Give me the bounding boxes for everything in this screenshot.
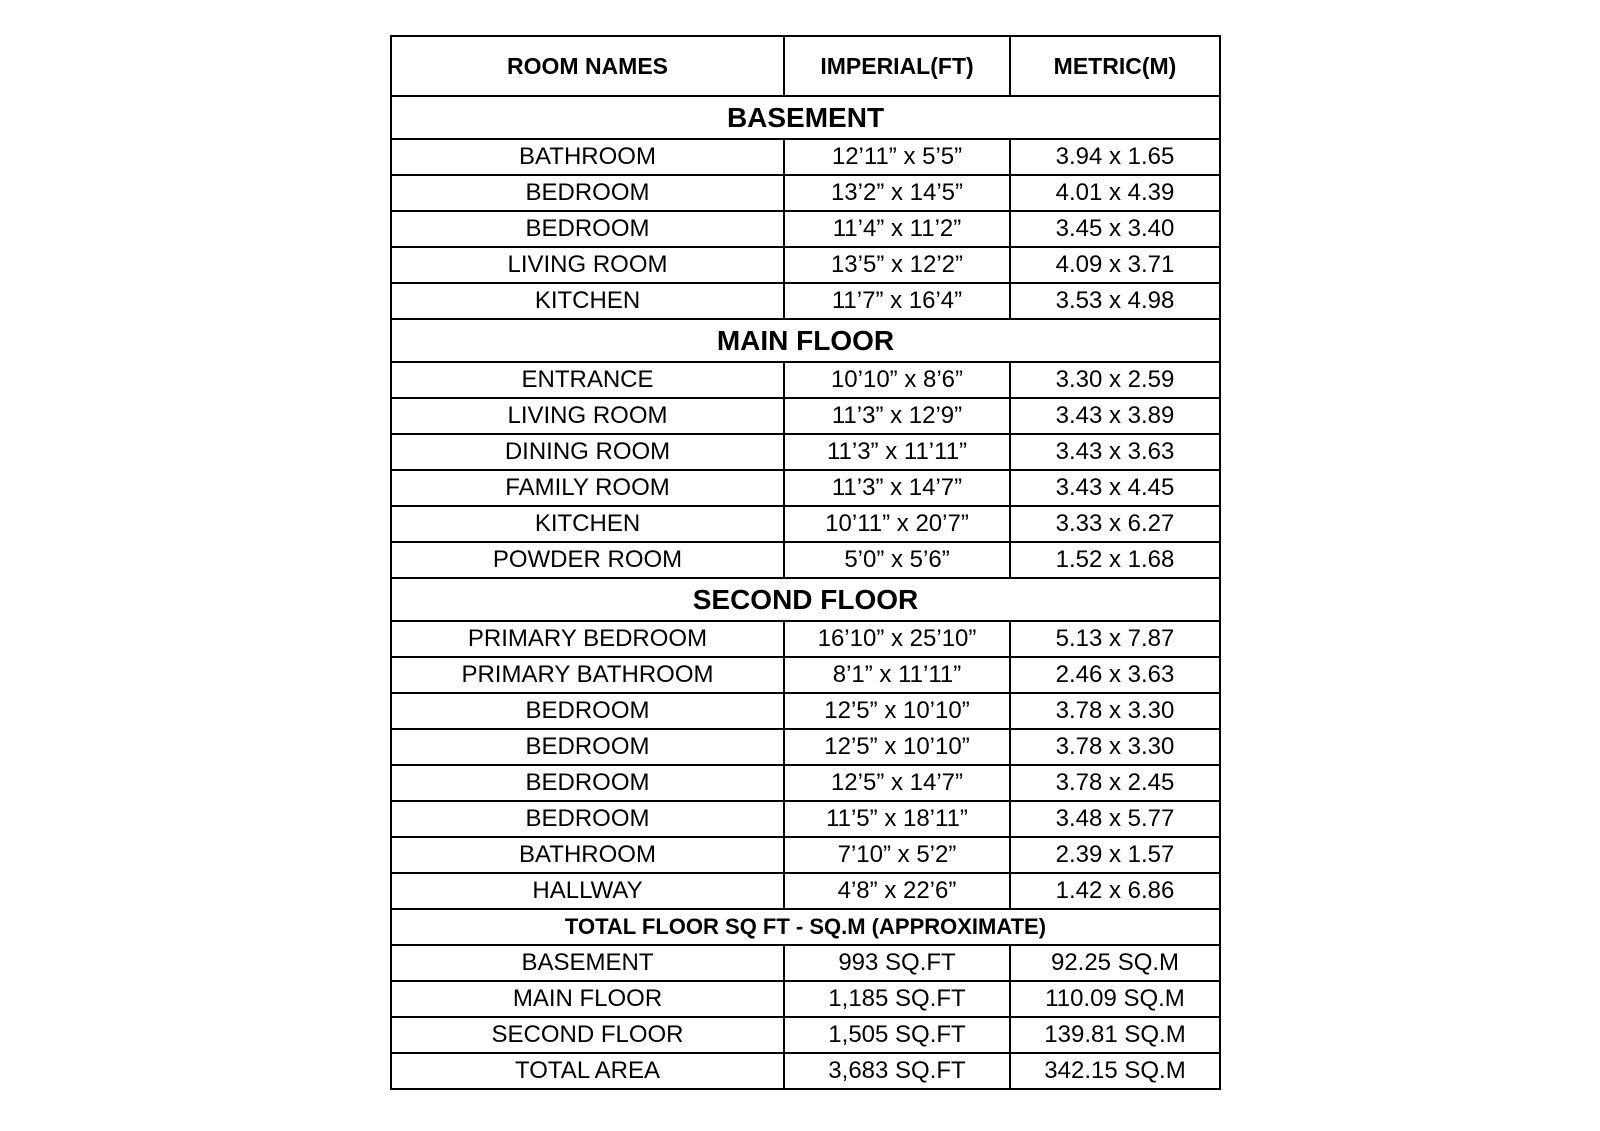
area-sqft: 1,185 SQ.FT (784, 981, 1010, 1017)
table-row (391, 398, 1220, 434)
imperial-value: 16’10” x 25’10” (784, 621, 1010, 657)
imperial-value: 5’0” x 5’6” (784, 542, 1010, 578)
metric-value: 3.33 x 6.27 (1010, 506, 1220, 542)
room-name: BEDROOM (391, 693, 784, 729)
section-totals (391, 909, 1220, 945)
metric-value: 4.01 x 4.39 (1010, 175, 1220, 211)
imperial-value: 10’10” x 8’6” (784, 362, 1010, 398)
metric-value: 1.42 x 6.86 (1010, 873, 1220, 909)
metric-value: 3.45 x 3.40 (1010, 211, 1220, 247)
metric-value: 3.94 x 1.65 (1010, 139, 1220, 175)
header-metric: METRIC(M) (1010, 36, 1220, 96)
table-row (391, 1017, 1220, 1053)
table-row (391, 434, 1220, 470)
imperial-value: 13’5” x 12’2” (784, 247, 1010, 283)
metric-value: 3.30 x 2.59 (1010, 362, 1220, 398)
table-row (391, 837, 1220, 873)
imperial-value: 10’11” x 20’7” (784, 506, 1010, 542)
room-name: PRIMARY BATHROOM (391, 657, 784, 693)
table-row (391, 801, 1220, 837)
imperial-value: 12’5” x 14’7” (784, 765, 1010, 801)
table-row (391, 621, 1220, 657)
section-main-floor (391, 319, 1220, 362)
area-sqft: 993 SQ.FT (784, 945, 1010, 981)
section-title: BASEMENT (391, 96, 1220, 139)
room-name: POWDER ROOM (391, 542, 784, 578)
room-name: KITCHEN (391, 506, 784, 542)
table-row (391, 247, 1220, 283)
metric-value: 2.46 x 3.63 (1010, 657, 1220, 693)
metric-value: 3.43 x 3.63 (1010, 434, 1220, 470)
metric-value: 3.53 x 4.98 (1010, 283, 1220, 319)
area-sqft: 1,505 SQ.FT (784, 1017, 1010, 1053)
table-row (391, 175, 1220, 211)
room-dimensions-table (390, 35, 1221, 1090)
floor-name: SECOND FLOOR (391, 1017, 784, 1053)
table-row (391, 657, 1220, 693)
room-name: LIVING ROOM (391, 398, 784, 434)
table-row (391, 981, 1220, 1017)
imperial-value: 11’3” x 14’7” (784, 470, 1010, 506)
floor-name: TOTAL AREA (391, 1053, 784, 1089)
table-row (391, 542, 1220, 578)
table-row (391, 362, 1220, 398)
imperial-value: 11’5” x 18’11” (784, 801, 1010, 837)
metric-value: 1.52 x 1.68 (1010, 542, 1220, 578)
metric-value: 2.39 x 1.57 (1010, 837, 1220, 873)
imperial-value: 12’5” x 10’10” (784, 729, 1010, 765)
table-row (391, 729, 1220, 765)
imperial-value: 11’7” x 16’4” (784, 283, 1010, 319)
room-name: DINING ROOM (391, 434, 784, 470)
table-row (391, 506, 1220, 542)
table-row (391, 765, 1220, 801)
room-name: BEDROOM (391, 765, 784, 801)
room-name: ENTRANCE (391, 362, 784, 398)
area-sqm: 92.25 SQ.M (1010, 945, 1220, 981)
section-second-floor (391, 578, 1220, 621)
header-row (391, 36, 1220, 96)
table-row (391, 945, 1220, 981)
table-row (391, 211, 1220, 247)
section-basement (391, 96, 1220, 139)
metric-value: 5.13 x 7.87 (1010, 621, 1220, 657)
room-name: BEDROOM (391, 211, 784, 247)
imperial-value: 8’1” x 11’11” (784, 657, 1010, 693)
room-name: PRIMARY BEDROOM (391, 621, 784, 657)
imperial-value: 11’4” x 11’2” (784, 211, 1010, 247)
room-name: BEDROOM (391, 729, 784, 765)
area-sqm: 110.09 SQ.M (1010, 981, 1220, 1017)
table-row (391, 283, 1220, 319)
floor-name: MAIN FLOOR (391, 981, 784, 1017)
metric-value: 3.43 x 4.45 (1010, 470, 1220, 506)
metric-value: 3.78 x 3.30 (1010, 729, 1220, 765)
table-row (391, 693, 1220, 729)
metric-value: 3.78 x 3.30 (1010, 693, 1220, 729)
metric-value: 3.78 x 2.45 (1010, 765, 1220, 801)
totals-title: TOTAL FLOOR SQ FT - SQ.M (APPROXIMATE) (391, 909, 1220, 945)
table-row (391, 873, 1220, 909)
imperial-value: 11’3” x 11’11” (784, 434, 1010, 470)
room-name: BEDROOM (391, 801, 784, 837)
room-name: FAMILY ROOM (391, 470, 784, 506)
floor-name: BASEMENT (391, 945, 784, 981)
header-room-names: ROOM NAMES (391, 36, 784, 96)
metric-value: 4.09 x 3.71 (1010, 247, 1220, 283)
room-name: LIVING ROOM (391, 247, 784, 283)
area-sqm: 139.81 SQ.M (1010, 1017, 1220, 1053)
room-name: BEDROOM (391, 175, 784, 211)
imperial-value: 7’10” x 5’2” (784, 837, 1010, 873)
imperial-value: 13’2” x 14’5” (784, 175, 1010, 211)
table-row (391, 1053, 1220, 1089)
section-title: SECOND FLOOR (391, 578, 1220, 621)
metric-value: 3.43 x 3.89 (1010, 398, 1220, 434)
area-sqm: 342.15 SQ.M (1010, 1053, 1220, 1089)
table-row (391, 470, 1220, 506)
imperial-value: 11’3” x 12’9” (784, 398, 1010, 434)
area-sqft: 3,683 SQ.FT (784, 1053, 1010, 1089)
imperial-value: 4’8” x 22’6” (784, 873, 1010, 909)
room-name: BATHROOM (391, 139, 784, 175)
imperial-value: 12’11” x 5’5” (784, 139, 1010, 175)
room-name: HALLWAY (391, 873, 784, 909)
header-imperial: IMPERIAL(FT) (784, 36, 1010, 96)
table-row (391, 139, 1220, 175)
imperial-value: 12’5” x 10’10” (784, 693, 1010, 729)
metric-value: 3.48 x 5.77 (1010, 801, 1220, 837)
section-title: MAIN FLOOR (391, 319, 1220, 362)
room-name: BATHROOM (391, 837, 784, 873)
room-name: KITCHEN (391, 283, 784, 319)
